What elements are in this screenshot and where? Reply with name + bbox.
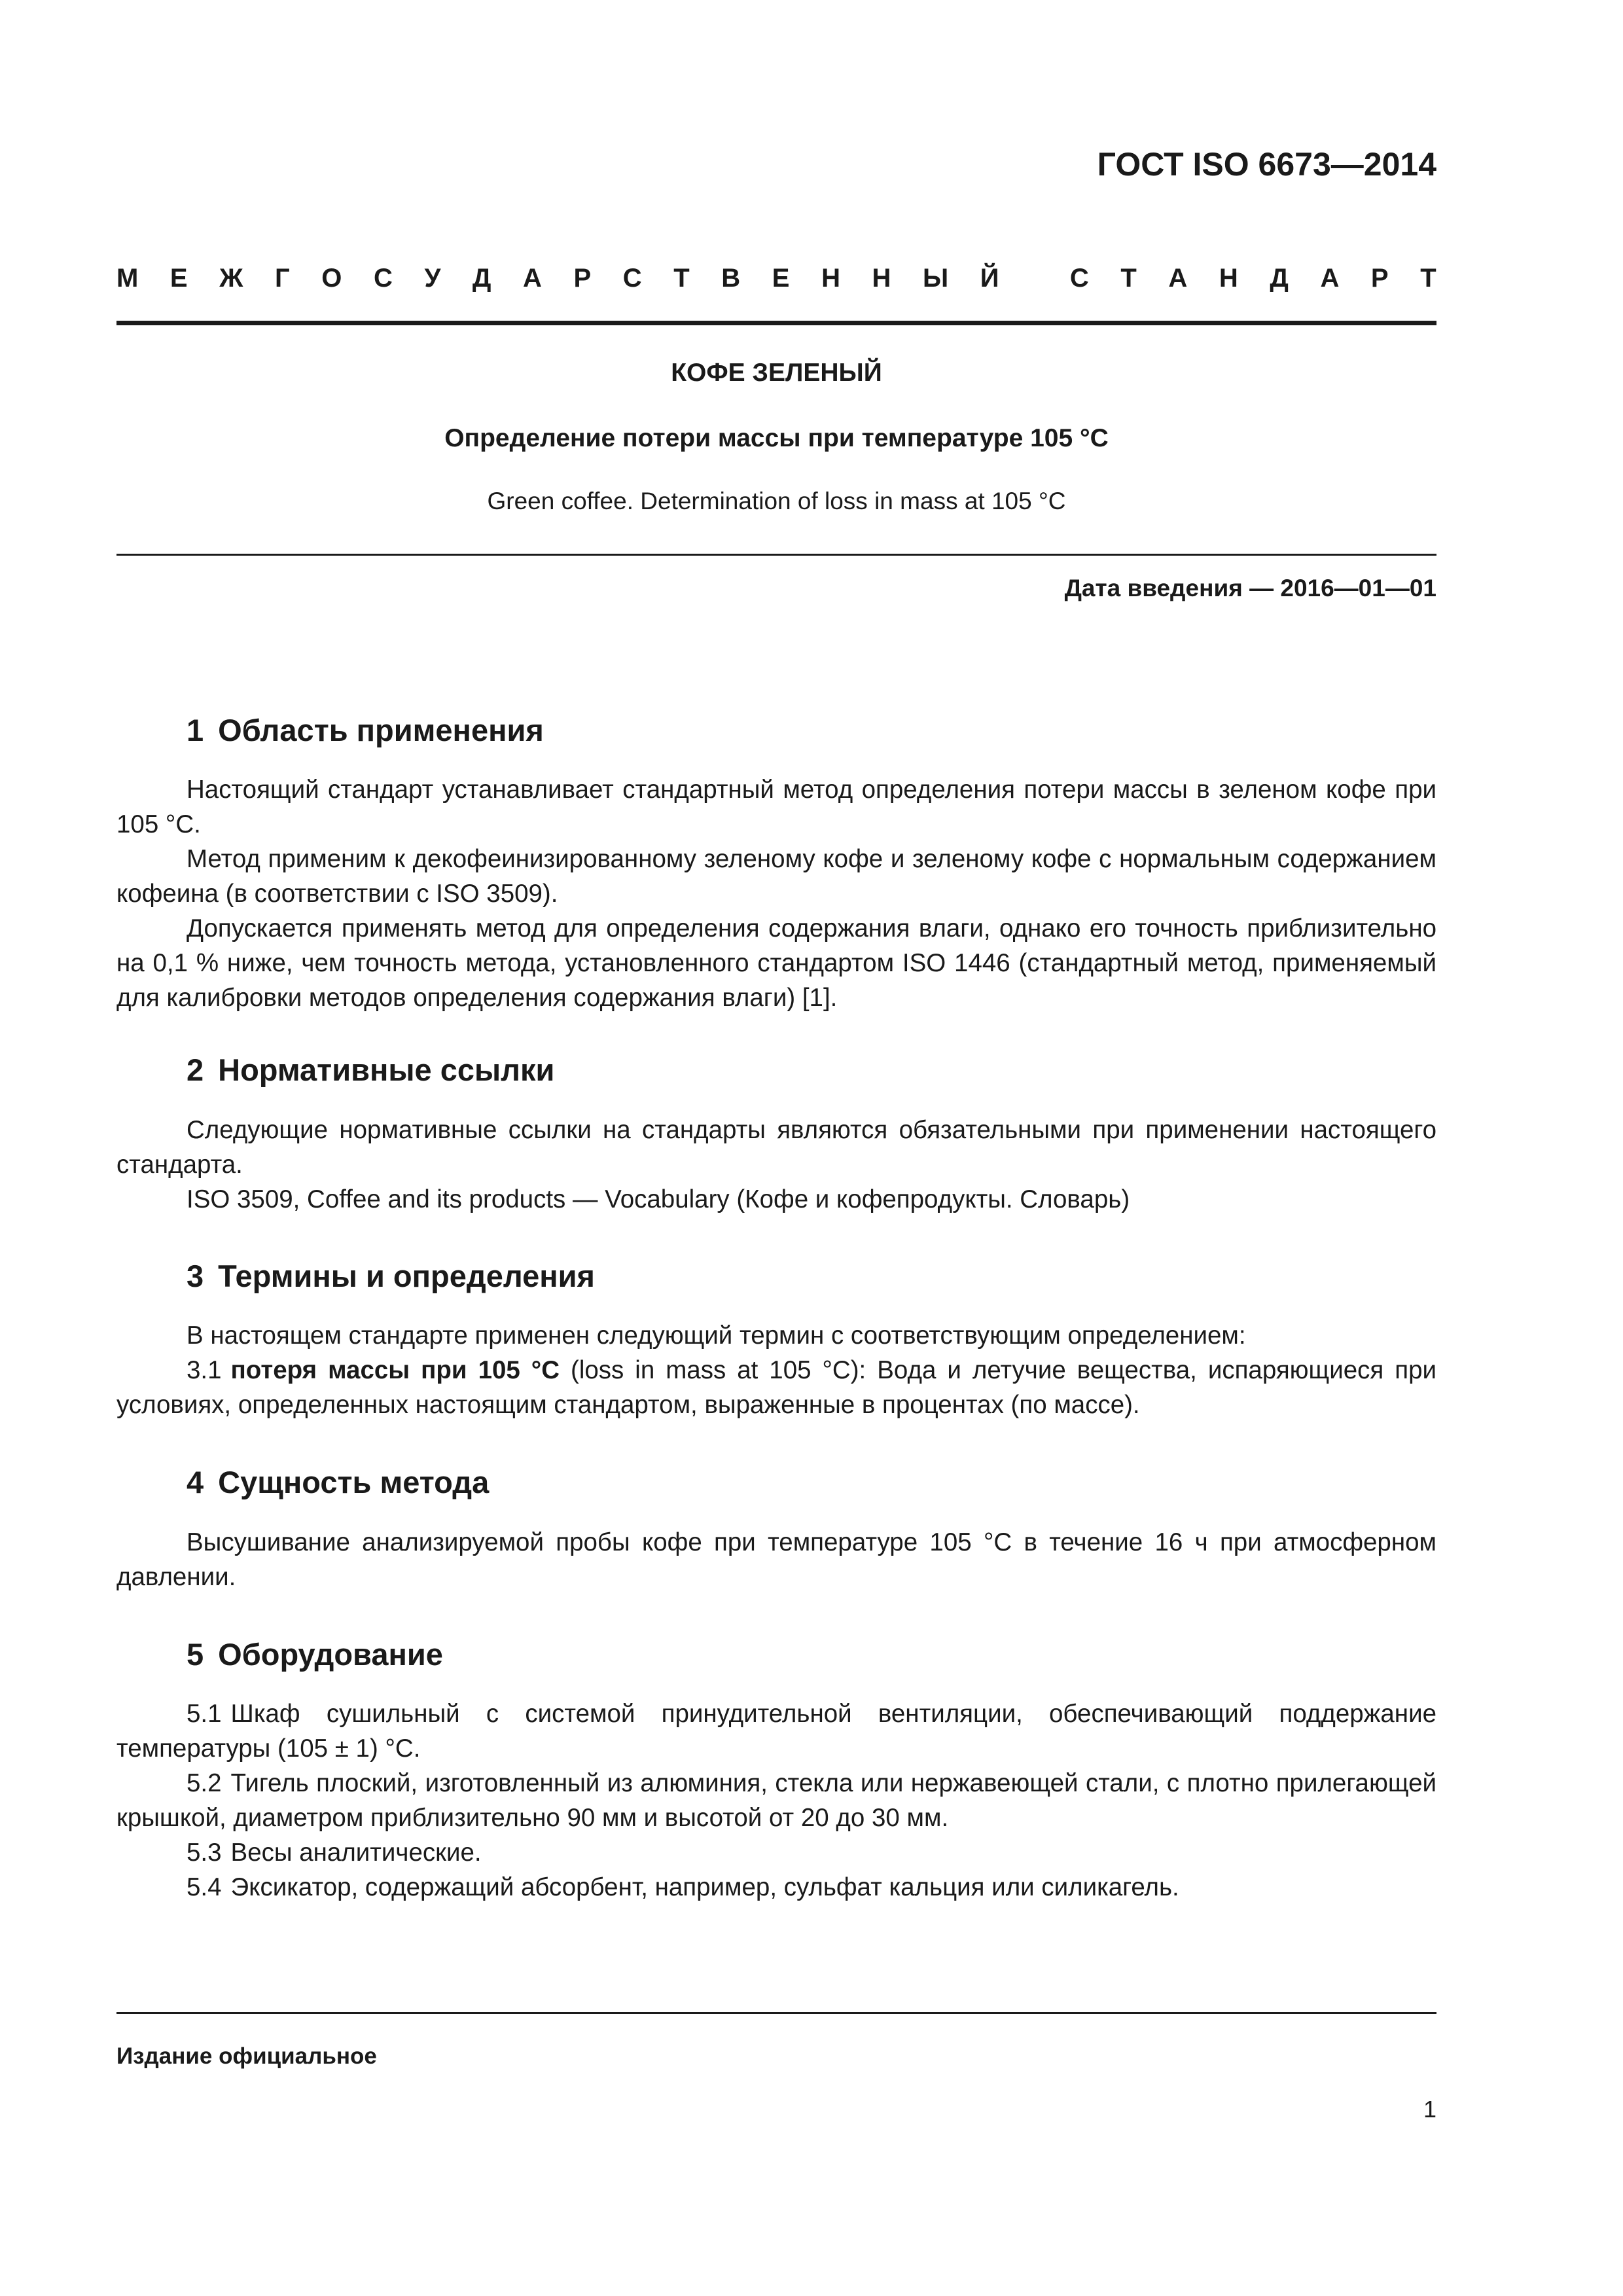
document-subtitle: Определение потери массы при температуре 105 °С — [444, 424, 1109, 452]
introduction-date: Дата введения — 2016—01—01 — [1064, 575, 1436, 601]
section-heading — [187, 1052, 554, 1088]
english-title: Green coffee. Determination of loss in mass at 105 °C — [487, 488, 1066, 514]
section-title: Сущность метода — [218, 1465, 490, 1499]
page-number: 1 — [1423, 2096, 1436, 2123]
item-number: 5.3 — [187, 1839, 222, 1867]
item-text: Тигель плоский, изготовленный из алюминия, стекла или нержавеющей стали, с плотно прилегающей крышкой, диаметром приблизительно 90 мм и высотой от 20 до 30 мм. — [116, 1769, 1436, 1832]
heading-letter: Ж — [219, 264, 243, 293]
term-definition — [116, 1353, 1436, 1422]
heading-letter: О — [321, 264, 342, 293]
section-number: 1 — [187, 713, 204, 747]
heading-letter: Й — [980, 264, 999, 293]
heading-letter: Ы — [923, 264, 949, 293]
section-number: 2 — [187, 1052, 204, 1087]
paragraph: Метод применим к декофеинизированному зеленому кофе и зеленому кофе с нормальным содержанием кофеина (в соответствии с ISO 3509). — [116, 845, 1436, 908]
heading-letter: Р — [573, 264, 592, 293]
paragraph: Настоящий стандарт устанавливает стандартный метод определения потери массы в зеленом кофе при 105 °С. — [116, 776, 1436, 838]
item-number: 5.4 — [187, 1873, 222, 1901]
interstate-standard-heading — [116, 264, 1436, 293]
paragraph: ISO 3509, Coffee and its products — Vocabulary (Кофе и кофепродукты. Словарь) — [187, 1185, 1130, 1213]
section-number: 4 — [187, 1465, 204, 1499]
list-item — [116, 1766, 1436, 1835]
heading-word-gap — [1031, 264, 1038, 293]
item-text: Весы аналитические. — [230, 1839, 482, 1867]
heading-letter: Г — [274, 264, 290, 293]
heading-letter: Д — [472, 264, 491, 293]
heading-letter: Е — [169, 264, 188, 293]
heading-letter: А — [1320, 264, 1340, 293]
header-rule — [116, 321, 1436, 325]
list-item — [116, 1835, 1436, 1870]
document-number: ГОСТ ISO 6673—2014 — [1097, 146, 1436, 183]
item-number: 5.1 — [187, 1700, 222, 1728]
footer-rule — [116, 2012, 1436, 2014]
term-name: потеря массы при 105 °С — [230, 1356, 560, 1384]
heading-letter: А — [523, 264, 542, 293]
section-number: 3 — [187, 1259, 204, 1293]
section-heading — [187, 1636, 443, 1672]
item-number: 5.2 — [187, 1769, 222, 1797]
heading-letter: У — [424, 264, 441, 293]
heading-letter: Т — [1420, 264, 1436, 293]
heading-letter: В — [721, 264, 741, 293]
heading-letter: Р — [1370, 264, 1389, 293]
heading-letter: М — [116, 264, 139, 293]
heading-letter: Д — [1270, 264, 1289, 293]
heading-letter: Н — [872, 264, 891, 293]
list-item — [116, 1870, 1436, 1905]
paragraph: Следующие нормативные ссылки на стандарты являются обязательными при применении настоящего стандарта. — [116, 1116, 1436, 1179]
heading-letter: С — [1069, 264, 1089, 293]
paragraph: В настоящем стандарте применен следующий термин с соответствующим определением: — [187, 1321, 1246, 1350]
heading-letter: Н — [821, 264, 840, 293]
term-number: 3.1 — [187, 1356, 222, 1384]
item-text: Шкаф сушильный с системой принудительной вентиляции, обеспечивающий поддержание температуры (105 ± 1) °С. — [116, 1700, 1436, 1763]
heading-letter: Н — [1219, 264, 1238, 293]
paragraph: Допускается применять метод для определения содержания влаги, однако его точность приблизительно на 0,1 % ниже, чем точность метода, установленного стандартом ISO 1446 (стандартный метод, применяемый для калибровки методов определения содержания влаги) [1]. — [116, 914, 1436, 1012]
official-edition-label: Издание официальное — [116, 2043, 377, 2069]
section-title: Термины и определения — [218, 1259, 595, 1293]
heading-letter: С — [373, 264, 393, 293]
section-title: Область применения — [218, 713, 544, 747]
section-heading — [187, 1464, 489, 1500]
term-definition-text: (loss in mass at 105 °C): Вода и летучие вещества, испаряющиеся при условиях, определенных настоящим стандартом, выраженные в процентах (по массе). — [116, 1356, 1436, 1419]
paragraph: Высушивание анализируемой пробы кофе при температуре 105 °С в течение 16 ч при атмосферном давлении. — [116, 1528, 1436, 1591]
item-text: Эксикатор, содержащий абсорбент, например, сульфат кальция или силикагель. — [230, 1873, 1179, 1901]
heading-letter: Т — [673, 264, 690, 293]
title-rule — [116, 554, 1436, 556]
document-title: КОФЕ ЗЕЛЕНЫЙ — [671, 359, 882, 387]
section-title: Оборудование — [218, 1637, 443, 1672]
section-number: 5 — [187, 1637, 204, 1672]
heading-letter: Е — [772, 264, 790, 293]
section-heading — [187, 1258, 595, 1294]
heading-letter: А — [1168, 264, 1188, 293]
section-heading — [187, 712, 544, 748]
heading-letter: Т — [1120, 264, 1137, 293]
heading-letter: С — [622, 264, 642, 293]
section-title: Нормативные ссылки — [218, 1052, 555, 1087]
list-item — [116, 1696, 1436, 1766]
